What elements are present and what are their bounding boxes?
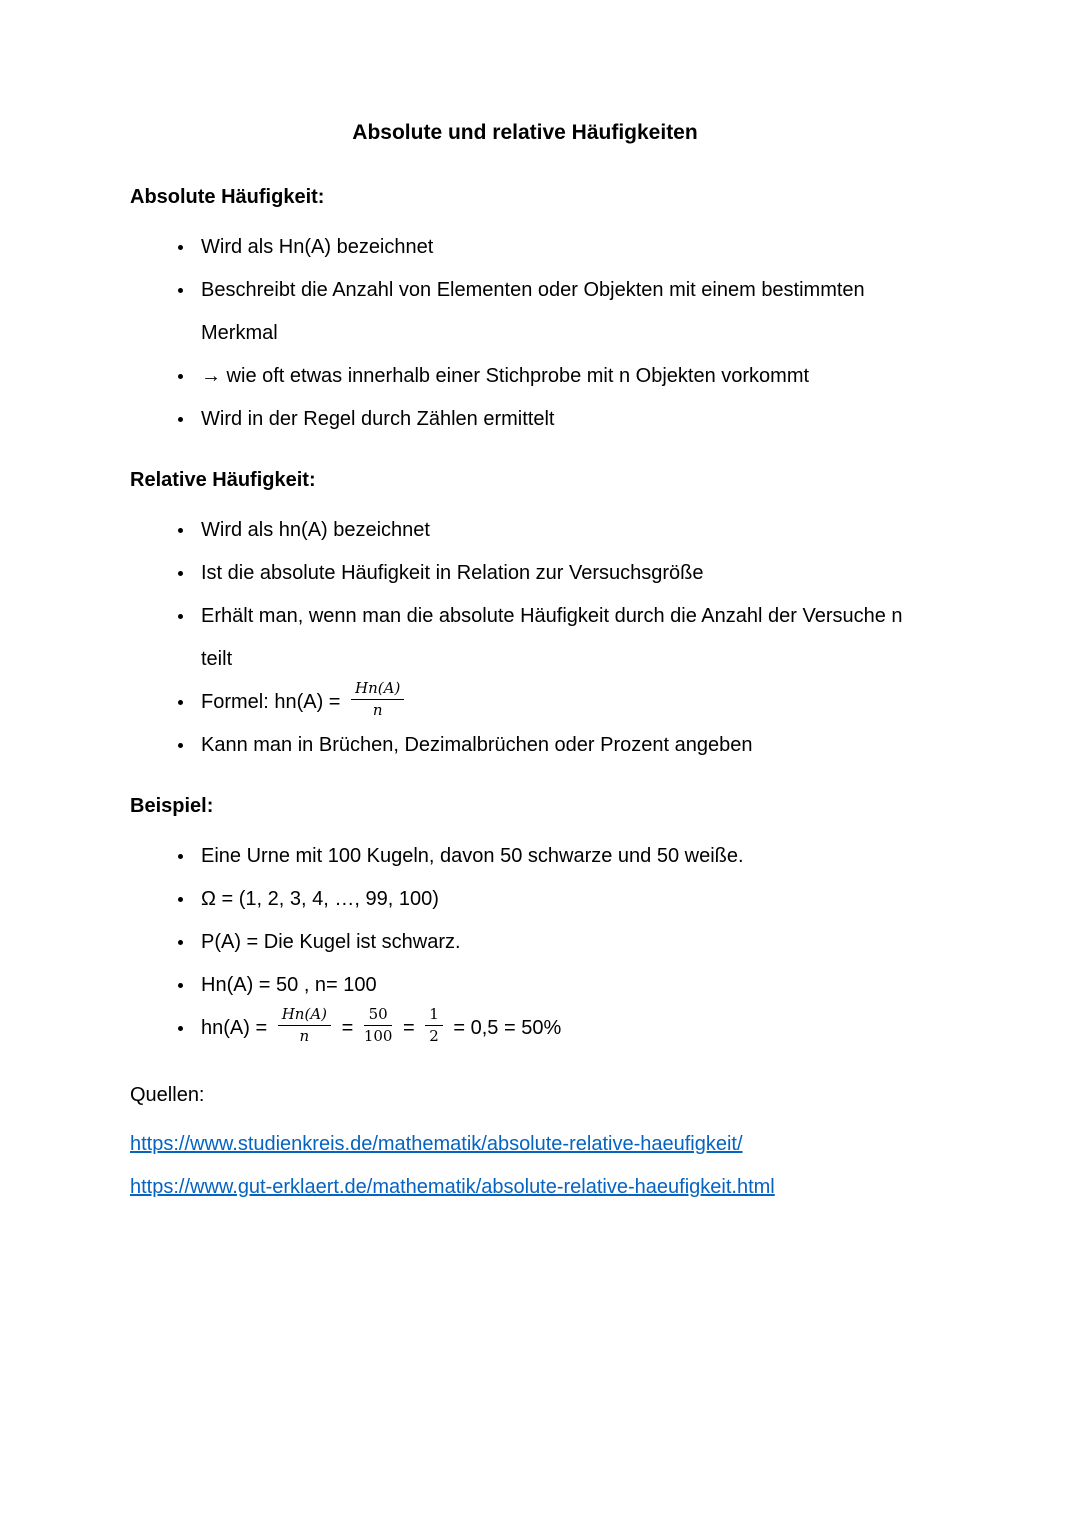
- source-link-studienkreis[interactable]: https://www.studienkreis.de/mathematik/absolute-relative-haeufigkeit/: [130, 1133, 743, 1155]
- fraction-denominator: n: [299, 1027, 310, 1046]
- absolute-bullet-list: [130, 226, 935, 441]
- source-link-gut-erklaert[interactable]: https://www.gut-erklaert.de/mathematik/absolute-relative-haeufigkeit.html: [130, 1176, 775, 1198]
- fraction-hnA-over-n: [278, 1006, 331, 1046]
- equals-sign: =: [341, 1017, 354, 1039]
- bullet-item: • Ω = (1, 2, 3, 4, …, 99, 100): [195, 878, 935, 921]
- bullet-item: • Beschreibt die Anzahl von Elementen oder Objekten mit einem bestimmten Merkmal: [195, 269, 935, 355]
- formula-prefix: Formel: hn(A) =: [201, 691, 341, 713]
- beispiel-bullet-list: [130, 835, 935, 1050]
- bullet-item: • Hn(A) = 50 , n= 100: [195, 964, 935, 1007]
- bullet-item-formula: [195, 678, 935, 724]
- fraction-numerator: Hn(A): [351, 680, 404, 700]
- bullet-item: • Erhält man, wenn man die absolute Häufigkeit durch die Anzahl der Versuche n teilt: [195, 595, 935, 681]
- fraction-denominator: 100: [363, 1027, 393, 1046]
- fraction-hnA-over-n: [351, 680, 404, 720]
- fraction-denominator: 2: [429, 1027, 439, 1046]
- fraction-1-over-2: [425, 1006, 443, 1046]
- fraction-denominator: n: [372, 701, 383, 720]
- bullet-item: • Wird als Hn(A) bezeichnet: [195, 226, 935, 269]
- section-heading-absolute: Absolute Häufigkeit:: [130, 186, 325, 208]
- sources-label: Quellen:: [130, 1084, 205, 1106]
- source-line: [130, 1123, 935, 1166]
- bullet-item: • → wie oft etwas innerhalb einer Stichprobe mit n Objekten vorkommt: [195, 355, 935, 398]
- fraction-numerator: 1: [425, 1006, 443, 1026]
- relative-bullet-list: [130, 509, 935, 767]
- page-title: Absolute und relative Häufigkeiten: [352, 121, 698, 144]
- fraction-50-over-100: [364, 1006, 393, 1046]
- section-heading-beispiel: Beispiel:: [130, 795, 214, 817]
- section-heading-relative: Relative Häufigkeit:: [130, 469, 316, 491]
- formula-result: = 0,5 = 50%: [453, 1017, 562, 1039]
- bullet-item-formula: [195, 1004, 935, 1050]
- bullet-item: • Wird als hn(A) bezeichnet: [195, 509, 935, 552]
- source-line: [130, 1166, 935, 1209]
- fraction-numerator: 50: [364, 1006, 393, 1026]
- equals-sign: =: [403, 1017, 415, 1039]
- bullet-item: • Wird in der Regel durch Zählen ermittelt: [195, 398, 935, 441]
- bullet-item: • Ist die absolute Häufigkeit in Relation zur Versuchsgröße: [195, 552, 935, 595]
- formula-prefix: hn(A) =: [201, 1017, 268, 1039]
- fraction-numerator: Hn(A): [278, 1006, 331, 1026]
- bullet-item: • P(A) = Die Kugel ist schwarz.: [195, 921, 935, 964]
- bullet-item: • Kann man in Brüchen, Dezimalbrüchen oder Prozent angeben: [195, 724, 935, 767]
- bullet-item: • Eine Urne mit 100 Kugeln, davon 50 schwarze und 50 weiße.: [195, 835, 935, 878]
